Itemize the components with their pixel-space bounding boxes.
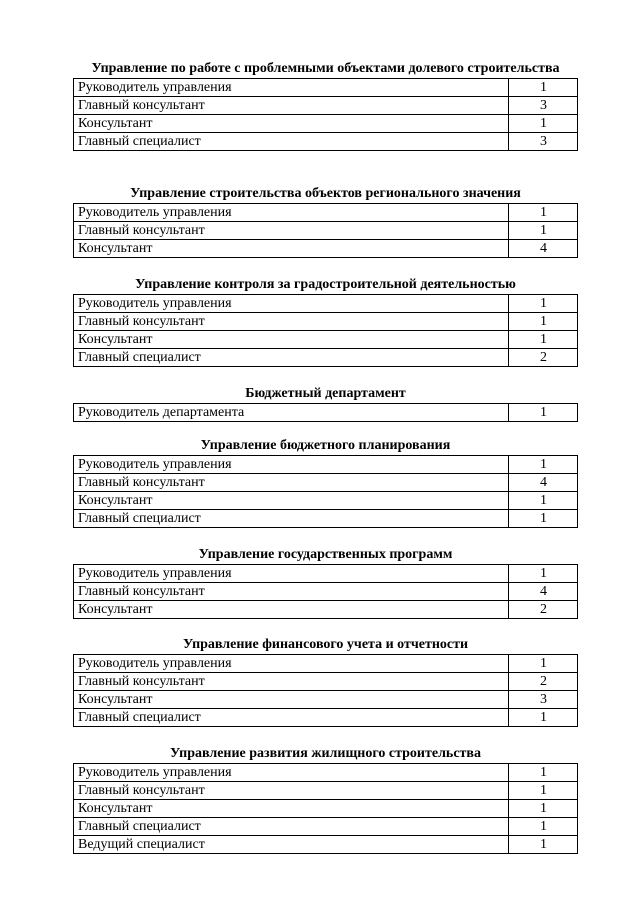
count-cell: 1 bbox=[509, 565, 578, 583]
table-row bbox=[74, 474, 578, 492]
table-row bbox=[74, 836, 578, 854]
table-row bbox=[74, 313, 578, 331]
staff-table bbox=[73, 403, 578, 422]
count-cell: 4 bbox=[509, 240, 578, 258]
table-row bbox=[74, 133, 578, 151]
table-row bbox=[74, 800, 578, 818]
staff-table bbox=[73, 455, 578, 528]
position-cell: Главный консультант bbox=[74, 583, 509, 601]
position-cell: Руководитель управления bbox=[74, 204, 509, 222]
table-row bbox=[74, 818, 578, 836]
position-cell: Руководитель управления bbox=[74, 565, 509, 583]
position-cell: Главный консультант bbox=[74, 673, 509, 691]
table-row bbox=[74, 79, 578, 97]
table-row bbox=[74, 583, 578, 601]
section-budget-planning bbox=[73, 438, 578, 528]
table-row bbox=[74, 510, 578, 528]
table-row bbox=[74, 295, 578, 313]
position-cell: Главный консультант bbox=[74, 474, 509, 492]
section-budget-department bbox=[73, 386, 578, 422]
count-cell: 1 bbox=[509, 492, 578, 510]
count-cell: 1 bbox=[509, 331, 578, 349]
position-cell: Ведущий специалист bbox=[74, 836, 509, 854]
section-state-programs bbox=[73, 547, 578, 619]
count-cell: 1 bbox=[509, 818, 578, 836]
table-row bbox=[74, 331, 578, 349]
table-row bbox=[74, 601, 578, 619]
position-cell: Главный консультант bbox=[74, 782, 509, 800]
count-cell: 1 bbox=[509, 764, 578, 782]
table-row bbox=[74, 764, 578, 782]
section-heading: Бюджетный департамент bbox=[245, 386, 406, 401]
table-row bbox=[74, 349, 578, 367]
count-cell: 1 bbox=[509, 295, 578, 313]
section-heading: Управление государственных программ bbox=[198, 547, 453, 562]
section-heading: Управление контроля за градостроительной деятельностью bbox=[135, 277, 516, 292]
section-housing-development bbox=[73, 746, 578, 854]
table-row bbox=[74, 222, 578, 240]
position-cell: Консультант bbox=[74, 691, 509, 709]
section-heading: Управление по работе с проблемными объектами долевого строительства bbox=[91, 61, 560, 76]
count-cell: 2 bbox=[509, 349, 578, 367]
count-cell: 4 bbox=[509, 474, 578, 492]
count-cell: 1 bbox=[509, 510, 578, 528]
position-cell: Консультант bbox=[74, 115, 509, 133]
position-cell: Руководитель департамента bbox=[74, 404, 509, 422]
table-row bbox=[74, 782, 578, 800]
table-row bbox=[74, 565, 578, 583]
section-regional-objects bbox=[73, 186, 578, 258]
table-row bbox=[74, 709, 578, 727]
count-cell: 1 bbox=[509, 404, 578, 422]
count-cell: 3 bbox=[509, 691, 578, 709]
count-cell: 1 bbox=[509, 222, 578, 240]
position-cell: Консультант bbox=[74, 601, 509, 619]
section-problem-objects bbox=[73, 61, 578, 151]
position-cell: Руководитель управления bbox=[74, 456, 509, 474]
position-cell: Главный специалист bbox=[74, 510, 509, 528]
position-cell: Главный специалист bbox=[74, 818, 509, 836]
table-row bbox=[74, 404, 578, 422]
staff-table bbox=[73, 763, 578, 854]
count-cell: 1 bbox=[509, 79, 578, 97]
table-row bbox=[74, 240, 578, 258]
staff-table bbox=[73, 564, 578, 619]
table-row bbox=[74, 204, 578, 222]
count-cell: 1 bbox=[509, 655, 578, 673]
position-cell: Главный консультант bbox=[74, 222, 509, 240]
staff-table bbox=[73, 654, 578, 727]
section-heading: Управление строительства объектов регионального значения bbox=[130, 186, 521, 201]
table-row bbox=[74, 456, 578, 474]
staff-table bbox=[73, 203, 578, 258]
position-cell: Главный специалист bbox=[74, 709, 509, 727]
table-row bbox=[74, 691, 578, 709]
position-cell: Главный специалист bbox=[74, 349, 509, 367]
count-cell: 2 bbox=[509, 601, 578, 619]
count-cell: 3 bbox=[509, 97, 578, 115]
position-cell: Консультант bbox=[74, 492, 509, 510]
staff-table bbox=[73, 294, 578, 367]
count-cell: 1 bbox=[509, 782, 578, 800]
count-cell: 1 bbox=[509, 456, 578, 474]
section-urban-control bbox=[73, 277, 578, 367]
table-row bbox=[74, 97, 578, 115]
count-cell: 1 bbox=[509, 204, 578, 222]
count-cell: 1 bbox=[509, 313, 578, 331]
section-financial-accounting bbox=[73, 637, 578, 727]
section-heading: Управление бюджетного планирования bbox=[200, 438, 451, 453]
section-heading: Управление финансового учета и отчетности bbox=[182, 637, 469, 652]
position-cell: Руководитель управления bbox=[74, 764, 509, 782]
position-cell: Консультант bbox=[74, 240, 509, 258]
count-cell: 4 bbox=[509, 583, 578, 601]
table-row bbox=[74, 115, 578, 133]
count-cell: 1 bbox=[509, 115, 578, 133]
table-row bbox=[74, 492, 578, 510]
position-cell: Главный консультант bbox=[74, 313, 509, 331]
count-cell: 1 bbox=[509, 709, 578, 727]
position-cell: Главный специалист bbox=[74, 133, 509, 151]
count-cell: 1 bbox=[509, 836, 578, 854]
table-row bbox=[74, 673, 578, 691]
count-cell: 1 bbox=[509, 800, 578, 818]
staff-table bbox=[73, 78, 578, 151]
position-cell: Консультант bbox=[74, 800, 509, 818]
position-cell: Главный консультант bbox=[74, 97, 509, 115]
count-cell: 3 bbox=[509, 133, 578, 151]
position-cell: Руководитель управления bbox=[74, 295, 509, 313]
count-cell: 2 bbox=[509, 673, 578, 691]
section-heading: Управление развития жилищного строительства bbox=[170, 746, 481, 761]
position-cell: Руководитель управления bbox=[74, 655, 509, 673]
position-cell: Руководитель управления bbox=[74, 79, 509, 97]
table-row bbox=[74, 655, 578, 673]
position-cell: Консультант bbox=[74, 331, 509, 349]
